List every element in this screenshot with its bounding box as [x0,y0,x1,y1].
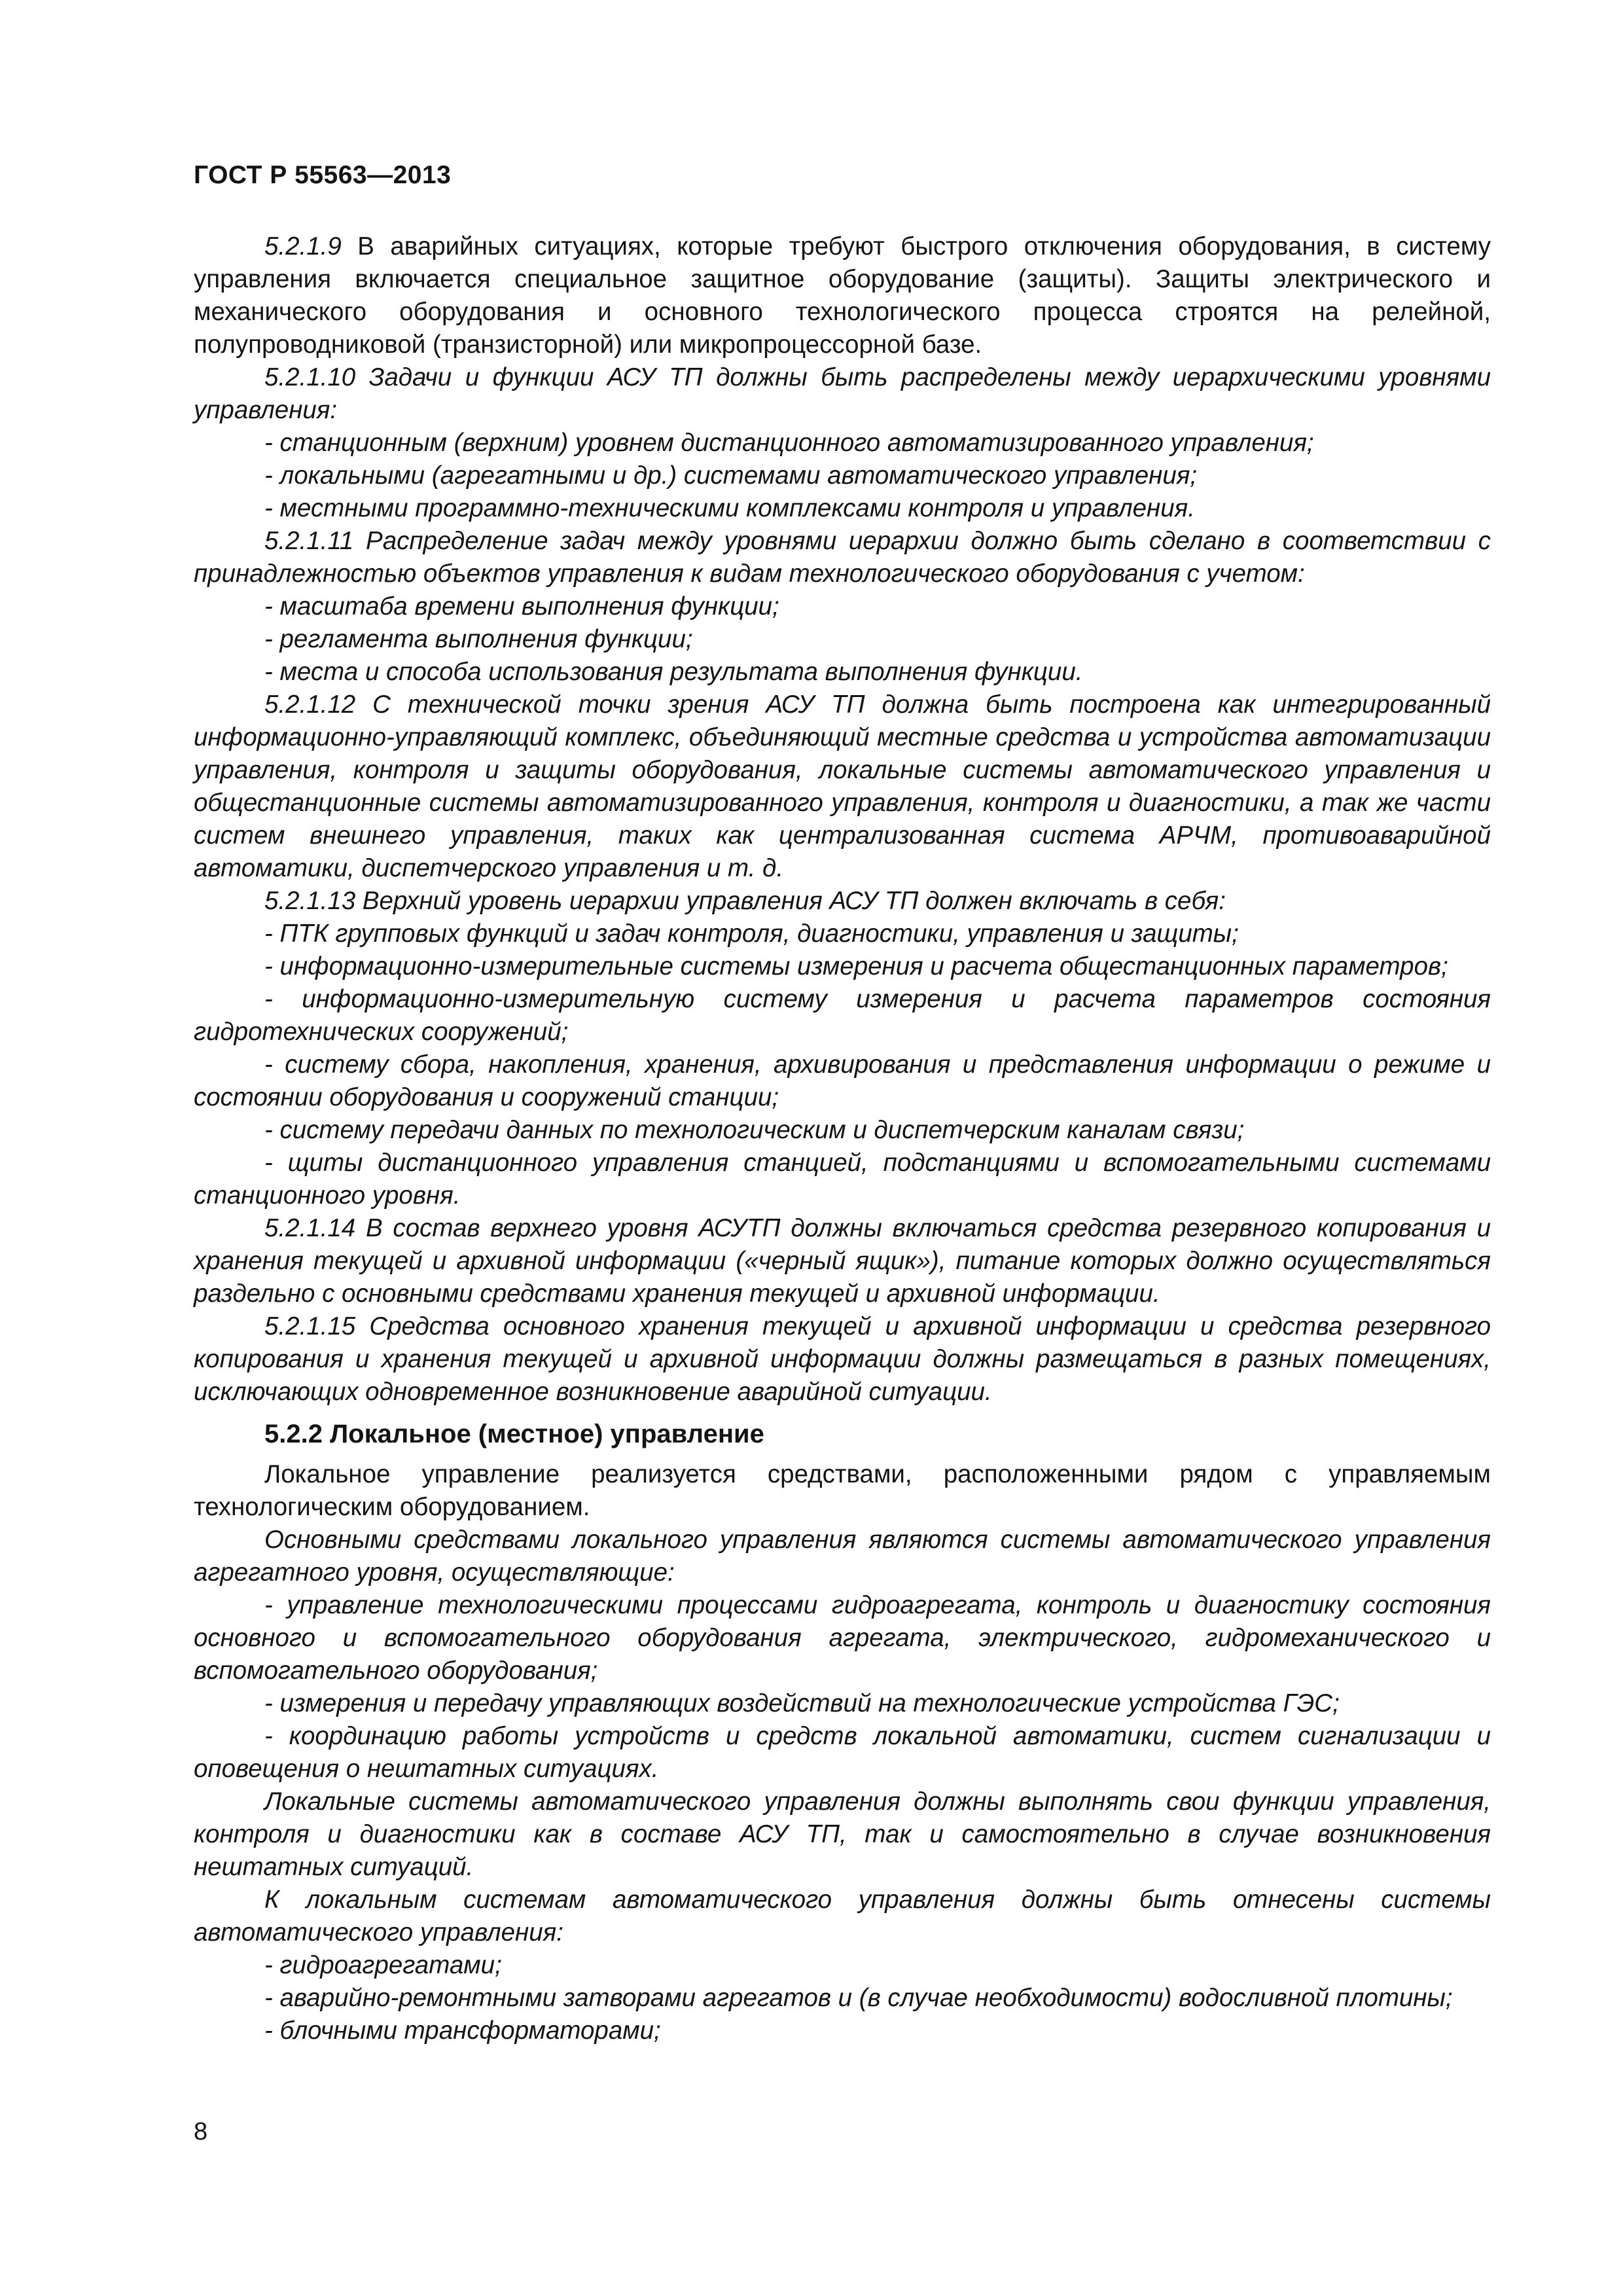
list-item: - информационно-измерительные системы измерения и расчета общестанционных параметров; [264,952,1448,980]
paragraph-5-2-1-9: 5.2.1.9 В аварийных ситуациях, которые требуют быстрого отключения оборудования, в систему управления включается специальное защитное оборудование (защиты). Защиты электрического и механического оборудования и основного технологического процесса строятся на релейной, полупроводниковой (транзисторной) или микропроцессорной базе. [194,232,1491,359]
list-item: - гидроагрегатами; [264,1951,502,1979]
list-item: - координацию работы устройств и средств локальной автоматики, систем сигнализации и оповещения о нештатных ситуациях. [194,1722,1491,1783]
paragraph-text: Локальные системы автоматического управления должны выполнять свои функции управления, контроля и диагностики как в составе АСУ ТП, так и самостоятельно в случае возникновения нештатных ситуаций. [194,1787,1491,1881]
document-body [194,230,1491,2047]
list-item: - регламента выполнения функции; [264,625,693,653]
clause-number: 5.2.1.12 [264,691,356,719]
list-item: - масштаба времени выполнения функции; [264,592,779,620]
list-item: - местными программно-техническими комплексами контроля и управления. [264,494,1195,522]
list-item: - систему сбора, накопления, хранения, архивирования и представления информации о режиме и состоянии оборудования и сооружений станции; [194,1050,1491,1111]
list-item: - систему передачи данных по технологическим и диспетчерским каналам связи; [264,1116,1245,1144]
list-item: - щиты дистанционного управления станцией, подстанциями и вспомогательными системами станционного уровня. [194,1149,1491,1210]
paragraph-text: К локальным системам автоматического управления должны быть отнесены системы автоматического управления: [194,1886,1491,1946]
list-item: - аварийно-ремонтными затворами агрегатов и (в случае необходимости) водосливной плотины; [264,1984,1453,2012]
clause-number: 5.2.1.9 [264,232,342,260]
section-heading-5-2-2: 5.2.2 Локальное (местное) управление [264,1420,764,1448]
list-item: - информационно-измерительную систему измерения и расчета параметров состояния гидротехнических сооружений; [194,985,1491,1046]
paragraph-5-2-1-12: 5.2.1.12 С технической точки зрения АСУ ТП должна быть построена как интегрированный информационно-управляющий комплекс, объединяющий местные средства и устройства автоматизации управления, контроля и защиты оборудования, локальные системы автоматического управления и общестанционные системы автоматизированного управления, контроля и диагностики, а так же части систем внешнего управления, таких как централизованная система АРЧМ, противоаварийной автоматики, диспетчерского управления и т. д. [194,691,1491,882]
paragraph-5-2-1-10: 5.2.1.10 Задачи и функции АСУ ТП должны быть распределены между иерархическими уровнями управления: [194,363,1491,424]
list-item: - ПТК групповых функций и задач контроля, диагностики, управления и защиты; [264,920,1239,948]
clause-number: 5.2.1.11 [264,527,354,555]
clause-number: 5.2.1.13 [264,887,356,915]
page-number: 8 [194,2118,208,2145]
list-item: - блочными трансформаторами; [264,2017,661,2045]
clause-number: 5.2.1.15 [264,1312,356,1340]
paragraph-5-2-1-11: 5.2.1.11 Распределение задач между уровнями иерархии должно быть сделано в соответствии с принадлежностью объектов управления к видам технологического оборудования с учетом: [194,527,1491,588]
clause-number: 5.2.1.10 [264,363,356,391]
paragraph-5-2-1-13: 5.2.1.13 Верхний уровень иерархии управления АСУ ТП должен включать в себя: [264,887,1226,915]
document-header: ГОСТ Р 55563—2013 [194,161,452,189]
list-item: - локальными (агрегатными и др.) системами автоматического управления; [264,461,1198,490]
list-item: - управление технологическими процессами гидроагрегата, контроль и диагностику состояния основного и вспомогательного оборудования агрегата, электрического, гидромеханического и вспомогательного оборудования; [194,1591,1491,1685]
list-item: - измерения и передачу управляющих воздействий на технологические устройства ГЭС; [264,1689,1340,1717]
clause-number: 5.2.1.14 [264,1214,356,1242]
paragraph-5-2-1-15: 5.2.1.15 Средства основного хранения текущей и архивной информации и средства резервного копирования и хранения текущей и архивной информации должны размещаться в разных помещениях, исключающих одновременное возникновение аварийной ситуации. [194,1312,1491,1406]
list-item: - места и способа использования результата выполнения функции. [264,658,1083,686]
list-item: - станционным (верхним) уровнем дистанционного автоматизированного управления; [264,429,1314,457]
paragraph-text: Локальное управление реализуется средствами, расположенными рядом с управляемым технологическим оборудованием. [194,1460,1491,1521]
paragraph-5-2-1-14: 5.2.1.14 В состав верхнего уровня АСУТП должны включаться средства резервного копирования и хранения текущей и архивной информации («черный ящик»), питание которых должно осуществляться раздельно с основными средствами хранения текущей и архивной информации. [194,1214,1491,1308]
paragraph-text: Основными средствами локального управления являются системы автоматического управления агрегатного уровня, осуществляющие: [194,1526,1491,1587]
